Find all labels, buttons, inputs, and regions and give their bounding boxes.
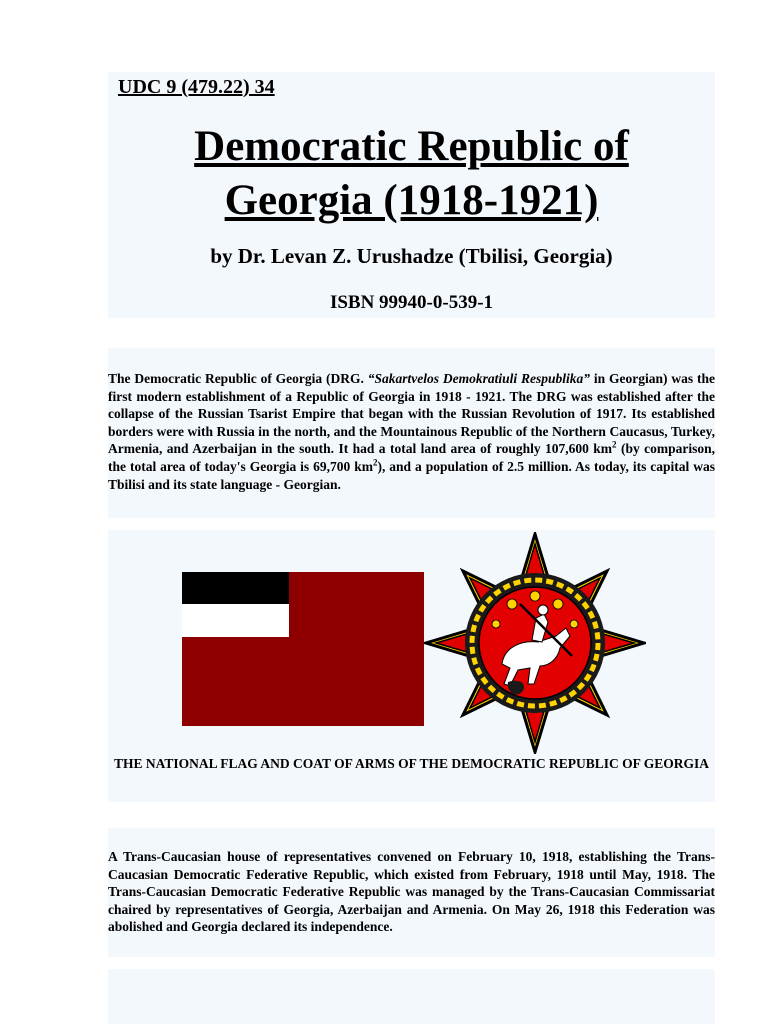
flag-black-stripe	[182, 572, 289, 604]
figure-caption: THE NATIONAL FLAG AND COAT OF ARMS OF THE DEMOCRATIC REPUBLIC OF GEORGIA	[113, 756, 710, 771]
document-title	[108, 120, 715, 228]
page-gap	[108, 518, 715, 530]
coat-of-arms-icon	[424, 532, 646, 754]
page-gap	[108, 318, 715, 348]
intro-text-3: (by comparison, the total area of today's Georgia is 69,700 km	[108, 441, 715, 474]
title-line-1: Democratic Republic of	[194, 123, 629, 170]
national-flag-icon	[182, 572, 424, 726]
intro-georgian-name: “Sakartvelos Demokratiuli Respublika”	[367, 371, 591, 386]
intro-text-2: in Georgian) was the first modern establishment of a Republic of Georgia in 1918 - 1921. The DRG was established after the collapse of the Russian Tsarist Empire that began with the Russian Revolution of 1917. Its established borders were with Russia in the north, and the Mountainous Republic of the Northern Caucasus, Turkey, Armenia, and Azerbaijan in the south. It had a total land area of roughly 107,600 km	[108, 371, 715, 457]
superscript: 2	[372, 457, 378, 468]
intro-paragraph	[108, 370, 715, 493]
author-line: by Dr. Levan Z. Urushadze (Tbilisi, Georgia)	[210, 244, 613, 268]
history-paragraph: A Trans-Caucasian house of representatives convened on February 10, 1918, establishing the Trans-Caucasian Democratic Federative Republic, which existed from February, 1918 until May, 1918. The Trans-Caucasian Democratic Federative Republic was managed by the Trans-Caucasian Commissariat chaired by representatives of Georgia, Azerbaijan and Armenia. On May 26, 1918 this Federation was abolished and Georgia declared its independence.	[108, 849, 715, 935]
superscript: 2	[612, 439, 617, 450]
udc-code: UDC 9 (479.22) 34	[118, 76, 275, 98]
intro-text-4: ), and a population of 2.5 million. As today, its capital was Tbilisi and its state language - Georgian.	[108, 458, 715, 492]
page-gap	[108, 957, 715, 969]
flag-white-stripe	[182, 604, 289, 637]
intro-text-1: The Democratic Republic of Georgia (DRG.	[108, 371, 368, 386]
isbn-line: ISBN 99940-0-539-1	[329, 292, 494, 313]
title-line-2: Georgia (1918-1921)	[224, 177, 599, 224]
page-gap	[108, 802, 715, 828]
document-page	[108, 72, 715, 1024]
